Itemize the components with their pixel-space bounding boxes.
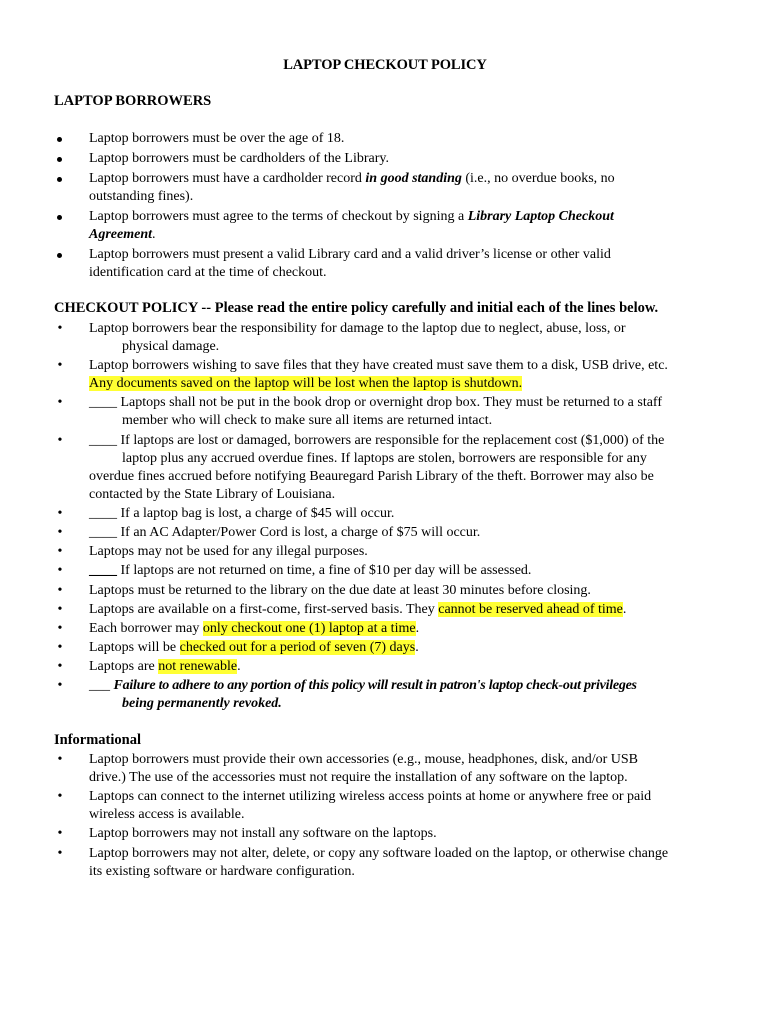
list-item: Laptop borrowers must present a valid Library card and a valid driver’s license or other valid identification card at the time of checkout. [54,246,724,282]
borrowers-list [54,130,724,284]
list-item: • Laptops will be checked out for a period of seven (7) days. [57,640,419,656]
highlighted-text: Any documents saved on the laptop will be lost when the laptop is shutdown. [89,376,523,392]
list-item: • Laptop borrowers may not alter, delete, or copy any software loaded on the laptop, or otherwise change its existing software or hardware configuration. [57,845,669,879]
highlighted-text: cannot be reserved ahead of time [438,601,623,617]
list-item: • ____ If laptops are lost or damaged, borrowers are responsible for the replacement cost ($1,000) of the laptop plus any accrued overdue fines. If laptops are stolen, borrowers are responsible for any overdue fines accrued before notifying Beauregard Parish Library of the theft. Borrower may also be contacted by the State Library of Louisiana. [57,432,665,502]
list-item: • Laptops must be returned to the library on the due date at least 30 minutes before closing. [57,582,591,598]
document-title: LAPTOP CHECKOUT POLICY [283,57,487,73]
highlighted-text: checked out for a period of seven (7) days [179,640,416,656]
highlighted-text: not renewable [158,659,238,675]
list-item: • Laptop borrowers bear the responsibility for damage to the laptop due to neglect, abuse, loss, or physical damage. [57,321,626,354]
list-item: • ____ Laptops shall not be put in the book drop or overnight drop box. They must be returned to a staff member who will check to make sure all items are returned intact. [57,395,662,429]
list-item: • Laptops can connect to the internet utilizing wireless access points at home or anywhere free or paid wireless access is available. [57,789,652,823]
list-item: • Laptop borrowers wishing to save files that they have created must save them to a disk, USB drive, etc. Any documents saved on the laptop will be lost when the laptop is shutdown. [57,358,668,392]
highlighted-text: only checkout one (1) laptop at a time [202,620,416,636]
list-item: • ___ Failure to adhere to any portion of this policy will result in patron's laptop check-out privileges being permanently revoked. [57,678,637,712]
section-heading-checkout-policy: CHECKOUT POLICY -- Please read the entire policy carefully and initial each of the lines below. [54,300,659,316]
list-item: Laptop borrowers must have a cardholder record in good standing (i.e., no overdue books, no outstanding fines). [54,170,724,206]
list-item: • Laptops may not be used for any illegal purposes. [57,544,368,560]
list-item: • Laptop borrowers may not install any software on the laptops. [57,826,437,842]
section-heading-informational: Informational [54,732,141,748]
list-item: • Laptops are not renewable. [57,659,241,675]
section-heading-borrowers: LAPTOP BORROWERS [54,93,212,109]
list-item: • ____ If a laptop bag is lost, a charge of $45 will occur. [57,505,395,521]
list-item: • Laptop borrowers must provide their own accessories (e.g., mouse, headphones, disk, and/or USB drive.) The use of the accessories must not require the installation of any software on the laptop. [57,752,638,785]
list-item: • ____ If laptops are not returned on time, a fine of $10 per day will be assessed. [57,563,532,579]
list-item: Laptop borrowers must be over the age of 18. [54,130,724,148]
list-item: Laptop borrowers must be cardholders of the Library. [54,150,724,168]
list-item: • ____ If an AC Adapter/Power Cord is lost, a charge of $75 will occur. [57,524,481,540]
list-item: Laptop borrowers must agree to the terms of checkout by signing a Library Laptop Checkout Agreement. [54,208,724,244]
list-item: • Each borrower may only checkout one (1) laptop at a time. [57,620,420,636]
initial-line-text: ____ Laptops shall not be put in the book drop or overnight drop box. They must be returned to a staff [89,395,662,411]
informational-list [54,751,724,882]
list-item: • Laptops are available on a first-come, first-served basis. They cannot be reserved ahead of time. [57,601,627,617]
checkout-policy-list [54,320,724,715]
